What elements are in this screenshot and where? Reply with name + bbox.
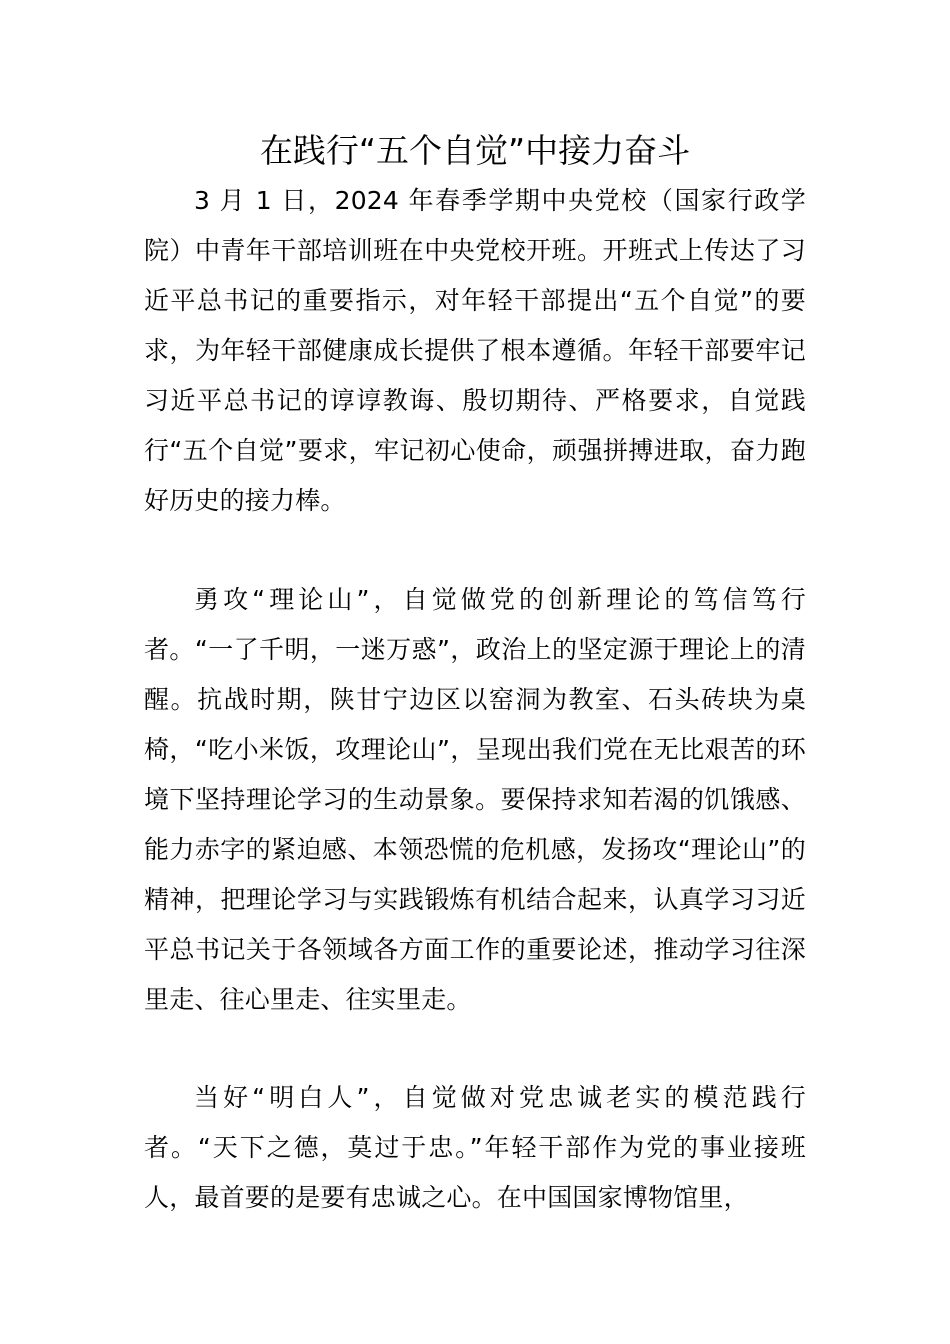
document-title: 在践行“五个自觉”中接力奋斗 — [259, 131, 691, 170]
paragraph-intro: 3 月 1 日，2024 年春季学期中央党校（国家行政学院）中青年干部培训班在中央党校开班。开班式上传达了习近平总书记的重要指示，对年轻干部提出“五个自觉”的要求，为年轻干部健康成长提供了根本遵循。年轻干部要牢记习近平总书记的谆谆教诲、殷切期待、严格要求，自觉践行“五个自觉”要求，牢记初心使命，顽强拼搏进取，奋力跑好历史的接力棒。 — [144, 186, 806, 515]
paragraph-theory: 勇攻“理论山”，自觉做党的创新理论的笃信笃行者。“一了千明，一迷万惑”，政治上的坚定源于理论上的清醒。抗战时期，陕甘宁边区以窑洞为教室、石头砖块为桌椅，“吃小米饭，攻理论山”，呈现出我们党在无比艰苦的环境下坚持理论学习的生动景象。要保持求知若渴的饥饿感、能力赤字的紧迫感、本领恐慌的危机感，发扬攻“理论山”的精神，把理论学习与实践锻炼有机结合起来，认真学习习近平总书记关于各领域各方面工作的重要论述，推动学习往深里走、往心里走、往实里走。 — [144, 585, 806, 1014]
paragraph-loyalty: 当好“明白人”，自觉做对党忠诚老实的模范践行者。“天下之德，莫过于忠。”年轻干部作为党的事业接班人，最首要的是要有忠诚之心。在中国国家博物馆里， — [144, 1083, 806, 1212]
